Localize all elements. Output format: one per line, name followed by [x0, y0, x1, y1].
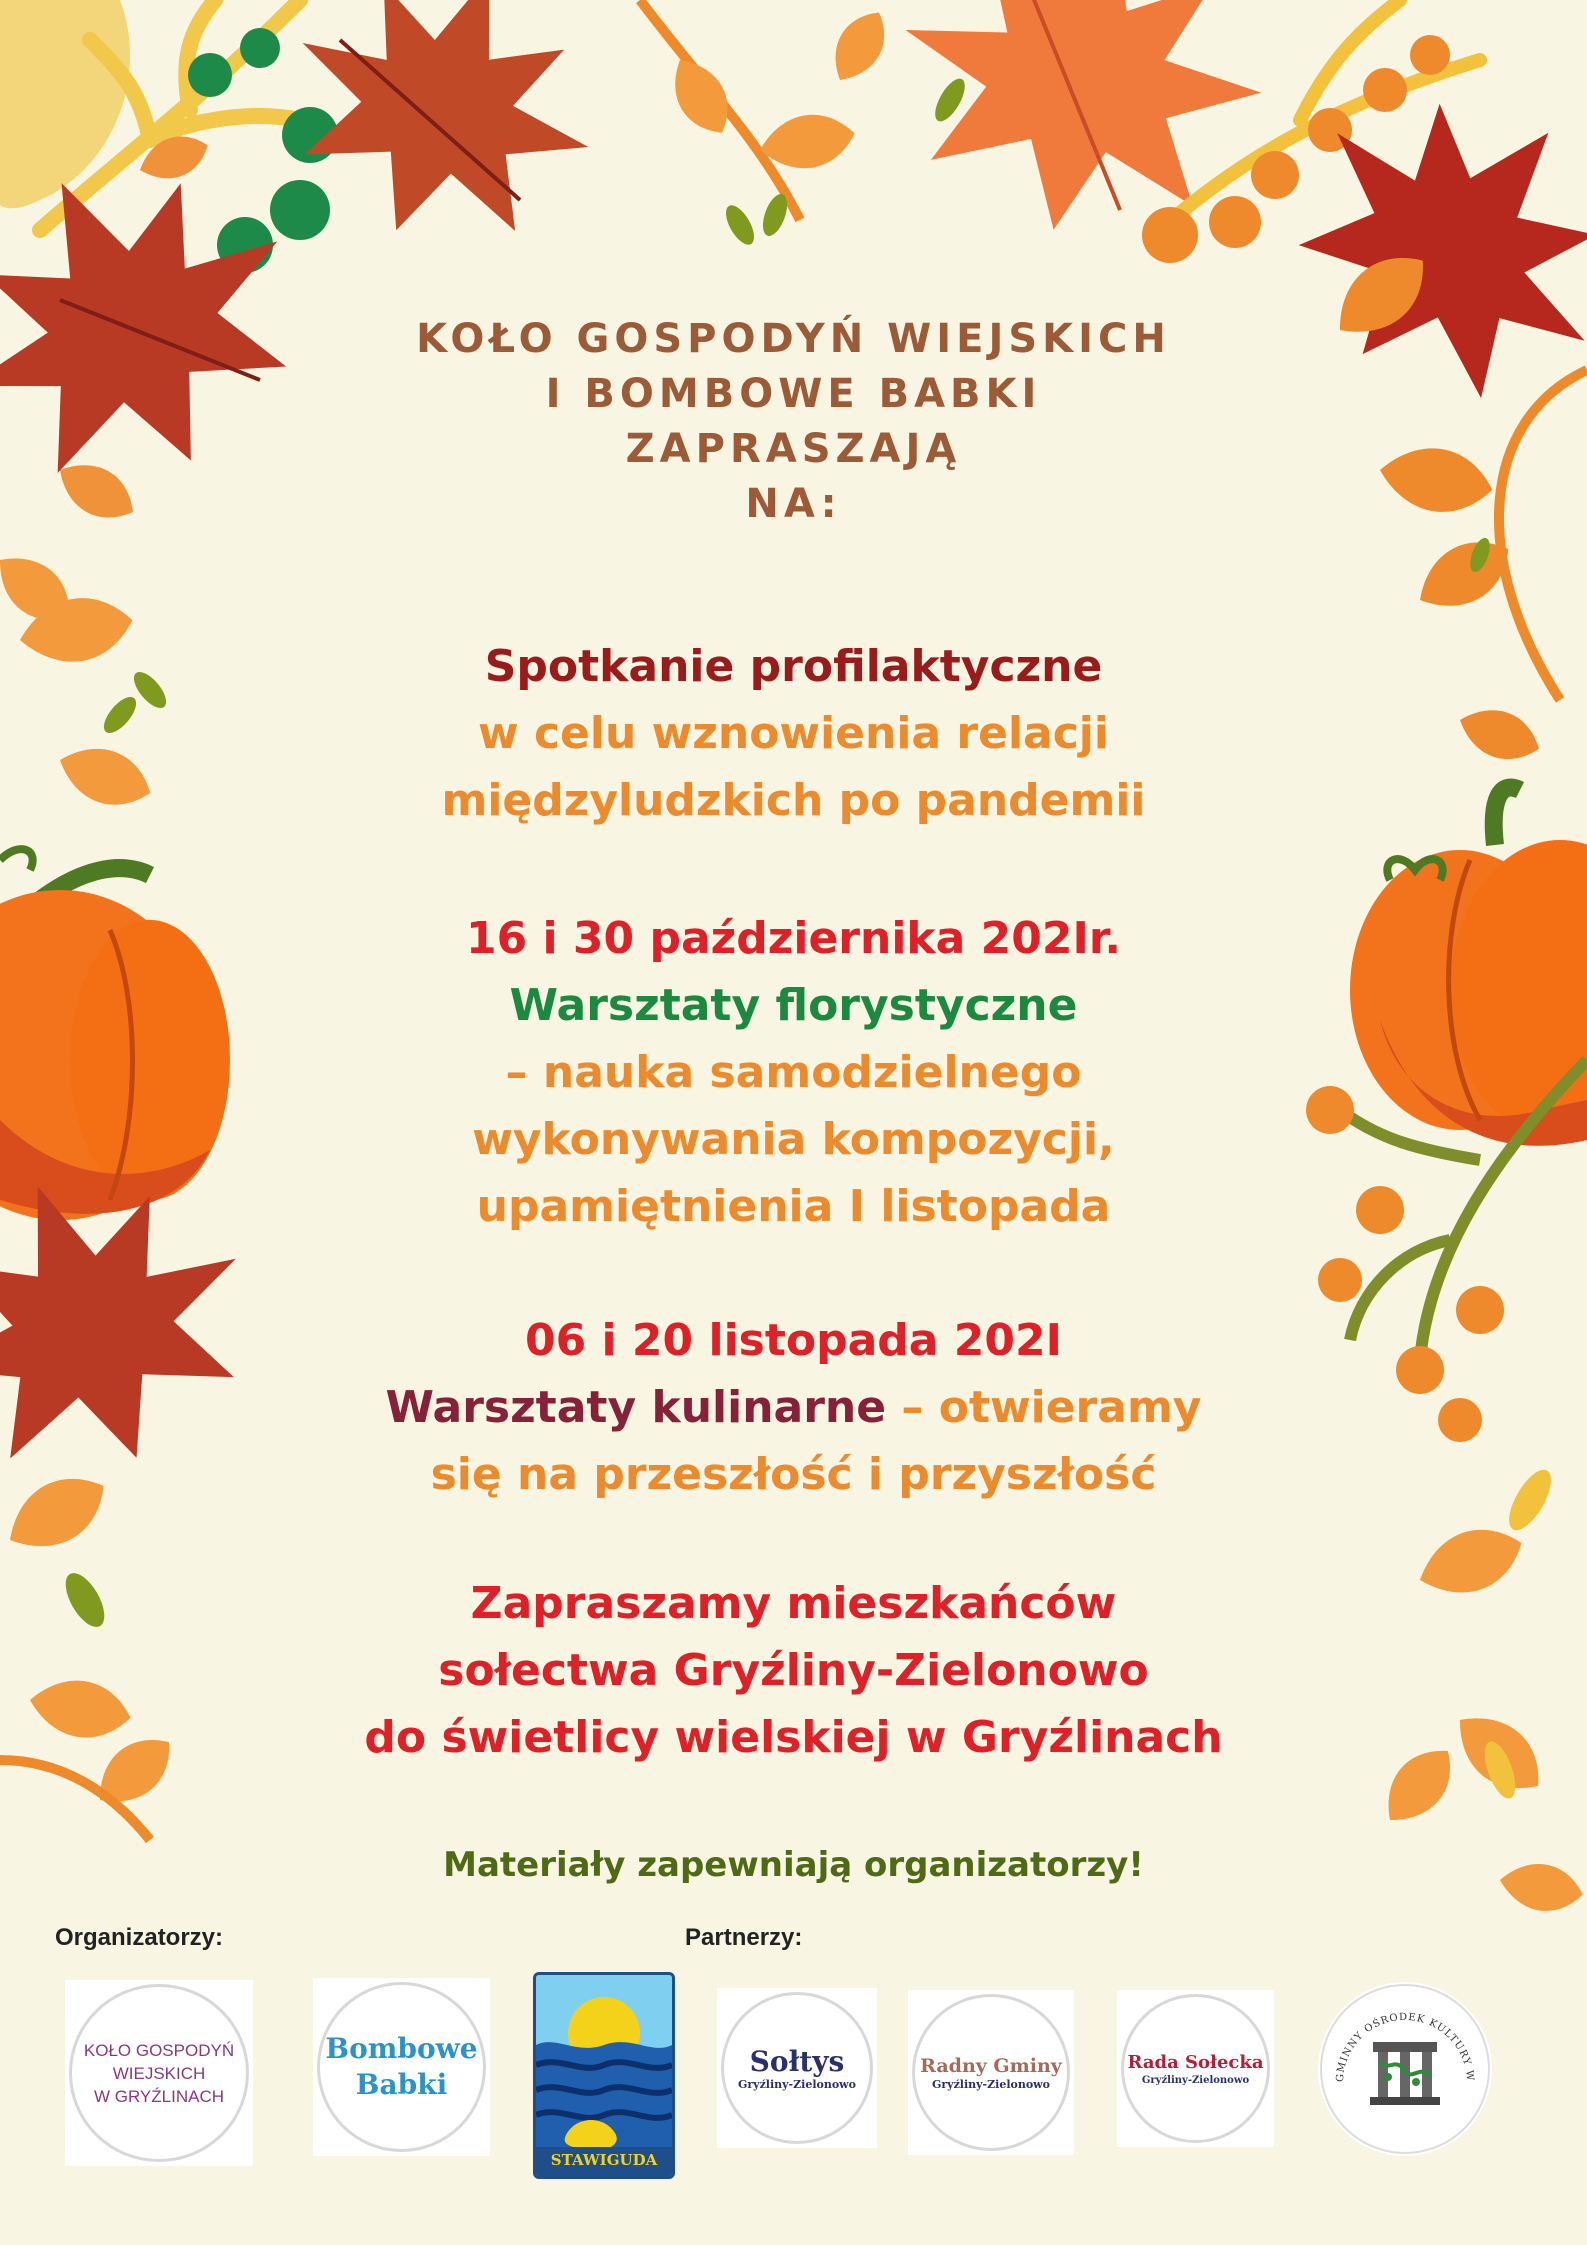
culinary-title-line — [0, 1374, 1587, 1441]
rada-logo-name: Rada Sołecka — [1127, 2052, 1264, 2073]
stawiguda-emblem-label: STAWIGUDA — [550, 2151, 658, 2169]
soltys-logo-sub: Gryźliny-Zielonowo — [737, 2077, 856, 2091]
kgw-logo-line-2: WIEJSKICH — [112, 2063, 206, 2083]
kgw-logo — [65, 1980, 253, 2166]
culinary-line-2: się na przeszłość i przyszłość — [430, 1449, 1157, 1500]
leaves-top-center — [660, 2, 898, 176]
header-line-1: KOŁO GOSPODYŃ WIEJSKICH — [416, 316, 1171, 362]
radny-logo-name: Radny Gminy — [920, 2055, 1062, 2077]
floristic-line-2: – nauka samodzielnego — [505, 1047, 1082, 1098]
bombowe-logo-line-1: Bombowe — [325, 2032, 478, 2065]
gok-logo-text: GMINNY OŚRODEK KULTURY W — [1334, 2011, 1476, 2083]
header-line-3: ZAPRASZAJĄ — [625, 426, 962, 472]
invite-line-3: do świetlicy wielskiej w Gryźlinach — [364, 1712, 1223, 1763]
radny-gminy-logo — [908, 1990, 1074, 2155]
floristic-line-3: wykonywania kompozycji, — [472, 1114, 1115, 1165]
gok-logo-graphic — [1318, 1982, 1492, 2156]
invite-line-1: Zapraszamy mieszkańców — [470, 1578, 1117, 1629]
gok-logo — [1318, 1982, 1492, 2156]
culinary-title: Warsztaty kulinarne — [385, 1382, 887, 1433]
header — [0, 312, 1587, 532]
materials-note: Materiały zapewniają organizatorzy! — [443, 1845, 1144, 1885]
culinary-block — [0, 1307, 1587, 1508]
floristic-title: Warsztaty florystyczne — [509, 980, 1078, 1031]
bombowe-babki-logo — [313, 1978, 490, 2156]
floristic-block — [0, 905, 1587, 1240]
culinary-date: 06 i 20 listopada 202I — [524, 1315, 1063, 1366]
invite-block — [0, 1570, 1587, 1771]
bombowe-logo-line-2: Babki — [355, 2068, 448, 2101]
meeting-line-3: międzyludzkich po pandemii — [441, 775, 1146, 826]
meeting-title: Spotkanie profilaktyczne — [484, 641, 1103, 692]
header-line-2: I BOMBOWE BABKI — [545, 371, 1042, 417]
partners-label: Partnerzy: — [685, 1924, 803, 1951]
kgw-logo-line-3: W GRYŹLINACH — [93, 2086, 225, 2106]
meeting-block — [0, 633, 1587, 834]
header-line-4: NA: — [745, 481, 842, 527]
stawiguda-emblem-graphic — [536, 1975, 672, 2176]
meeting-line-2: w celu wznowienia relacji — [478, 708, 1109, 759]
rada-logo-sub: Gryźliny-Zielonowo — [1141, 2075, 1250, 2086]
floristic-date: 16 i 30 października 202Ir. — [465, 913, 1122, 964]
soltys-logo — [717, 1988, 877, 2148]
organizers-label: Organizatorzy: — [55, 1924, 224, 1951]
radny-logo-sub: Gryźliny-Zielonowo — [931, 2078, 1050, 2091]
stawiguda-emblem — [533, 1972, 675, 2179]
culinary-title-rest: – otwieramy — [886, 1382, 1202, 1433]
soltys-logo-name: Sołtys — [749, 2044, 845, 2078]
kgw-logo-line-1: KOŁO GOSPODYŃ — [83, 2040, 235, 2060]
floristic-line-4: upamiętnienia I listopada — [476, 1181, 1111, 1232]
green-drops-top — [720, 74, 970, 249]
rada-solecka-logo — [1117, 1990, 1274, 2147]
invite-line-2: sołectwa Gryźliny-Zielonowo — [438, 1645, 1149, 1696]
